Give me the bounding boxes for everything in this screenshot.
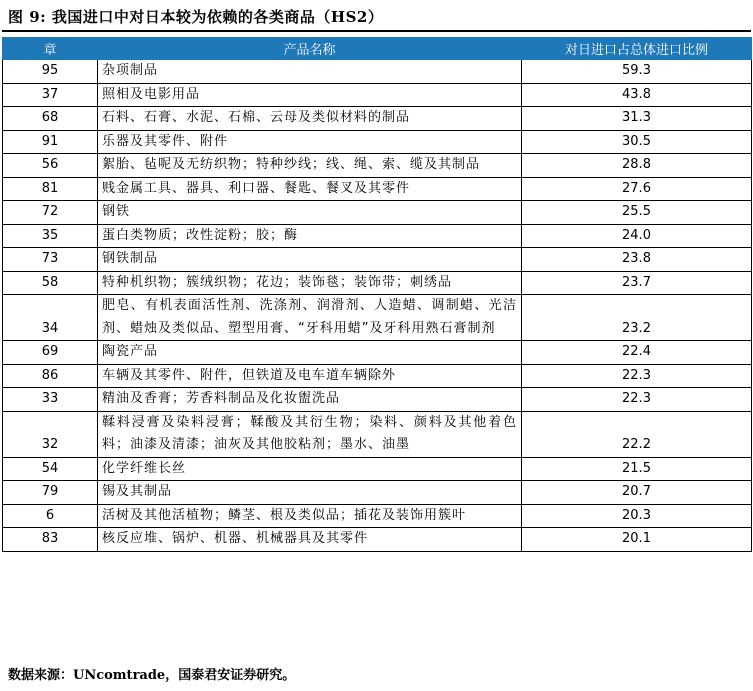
row-chapter-code: 33 [3,388,98,412]
row-product-name: 活树及其他活植物；鳞茎、根及类似品；插花及装饰用簇叶 [98,504,522,528]
row-chapter-code: 56 [3,154,98,178]
table-row [3,177,752,201]
row-import-share: 21.5 [522,457,752,481]
title-divider [2,30,751,32]
row-product-name: 钢铁 [98,201,522,225]
source-note: 数据来源：UNcomtrade，国泰君安证券研究。 [8,668,296,683]
table-row [3,271,752,295]
row-import-share: 24.0 [522,224,752,248]
row-import-share: 20.1 [522,528,752,552]
table-row [3,364,752,388]
row-import-share: 25.5 [522,201,752,225]
table-row [3,130,752,154]
row-product-name: 贱金属工具、器具、利口器、餐匙、餐叉及其零件 [98,177,522,201]
dependency-table [2,37,752,552]
row-product-name: 特种机织物；簇绒织物；花边；装饰毯；装饰带；刺绣品 [98,271,522,295]
row-import-share: 20.7 [522,481,752,505]
table-row [3,224,752,248]
row-product-name: 肥皂、有机表面活性剂、洗涤剂、润滑剂、人造蜡、调制蜡、光洁剂、蜡烛及类似品、塑型用膏、“牙科用蜡”及牙科用熟石膏制剂 [98,295,522,341]
row-chapter-code: 72 [3,201,98,225]
row-import-share: 23.2 [522,295,752,341]
row-product-name: 化学纤维长丝 [98,457,522,481]
table-row [3,83,752,107]
header-product-name: 产品名称 [98,38,522,60]
row-chapter-code: 35 [3,224,98,248]
table-row [3,107,752,131]
row-import-share: 30.5 [522,130,752,154]
row-product-name: 钢铁制品 [98,248,522,272]
row-import-share: 28.8 [522,154,752,178]
header-import-share: 对日进口占总体进口比例 [522,38,752,60]
row-product-name: 照相及电影用品 [98,83,522,107]
table-row [3,528,752,552]
figure-title: 图 9: 我国进口中对日本较为依赖的各类商品（HS2） [8,8,384,26]
row-product-name: 核反应堆、锅炉、机器、机械器具及其零件 [98,528,522,552]
row-import-share: 22.3 [522,364,752,388]
table-row [3,60,752,84]
table-row [3,295,752,341]
row-chapter-code: 91 [3,130,98,154]
row-chapter-code: 54 [3,457,98,481]
table-row [3,504,752,528]
row-chapter-code: 69 [3,341,98,365]
row-import-share: 22.2 [522,411,752,457]
row-product-name: 精油及香膏；芳香料制品及化妆盥洗品 [98,388,522,412]
row-chapter-code: 37 [3,83,98,107]
row-import-share: 20.3 [522,504,752,528]
row-product-name: 陶瓷产品 [98,341,522,365]
row-import-share: 22.3 [522,388,752,412]
row-product-name: 石料、石膏、水泥、石棉、云母及类似材料的制品 [98,107,522,131]
header-row [3,38,752,60]
row-import-share: 23.8 [522,248,752,272]
table-row [3,411,752,457]
header-chapter: 章 [3,38,98,60]
row-import-share: 43.8 [522,83,752,107]
row-import-share: 22.4 [522,341,752,365]
table-row [3,457,752,481]
row-chapter-code: 73 [3,248,98,272]
row-product-name: 锡及其制品 [98,481,522,505]
row-chapter-code: 81 [3,177,98,201]
row-import-share: 23.7 [522,271,752,295]
table-row [3,341,752,365]
table-row [3,481,752,505]
row-product-name: 蛋白类物质；改性淀粉；胶；酶 [98,224,522,248]
row-chapter-code: 58 [3,271,98,295]
row-import-share: 27.6 [522,177,752,201]
table-row [3,154,752,178]
row-chapter-code: 6 [3,504,98,528]
table-row [3,248,752,272]
row-chapter-code: 95 [3,60,98,84]
row-product-name: 絮胎、毡呢及无纺织物；特种纱线；线、绳、索、缆及其制品 [98,154,522,178]
row-import-share: 59.3 [522,60,752,84]
table-row [3,201,752,225]
row-chapter-code: 83 [3,528,98,552]
row-chapter-code: 68 [3,107,98,131]
table-row [3,388,752,412]
row-product-name: 杂项制品 [98,60,522,84]
row-product-name: 乐器及其零件、附件 [98,130,522,154]
row-product-name: 鞣料浸膏及染料浸膏；鞣酸及其衍生物；染料、颜料及其他着色料；油漆及清漆；油灰及其他胶粘剂；墨水、油墨 [98,411,522,457]
row-chapter-code: 79 [3,481,98,505]
row-chapter-code: 32 [3,411,98,457]
row-product-name: 车辆及其零件、附件，但铁道及电车道车辆除外 [98,364,522,388]
row-import-share: 31.3 [522,107,752,131]
row-chapter-code: 34 [3,295,98,341]
row-chapter-code: 86 [3,364,98,388]
